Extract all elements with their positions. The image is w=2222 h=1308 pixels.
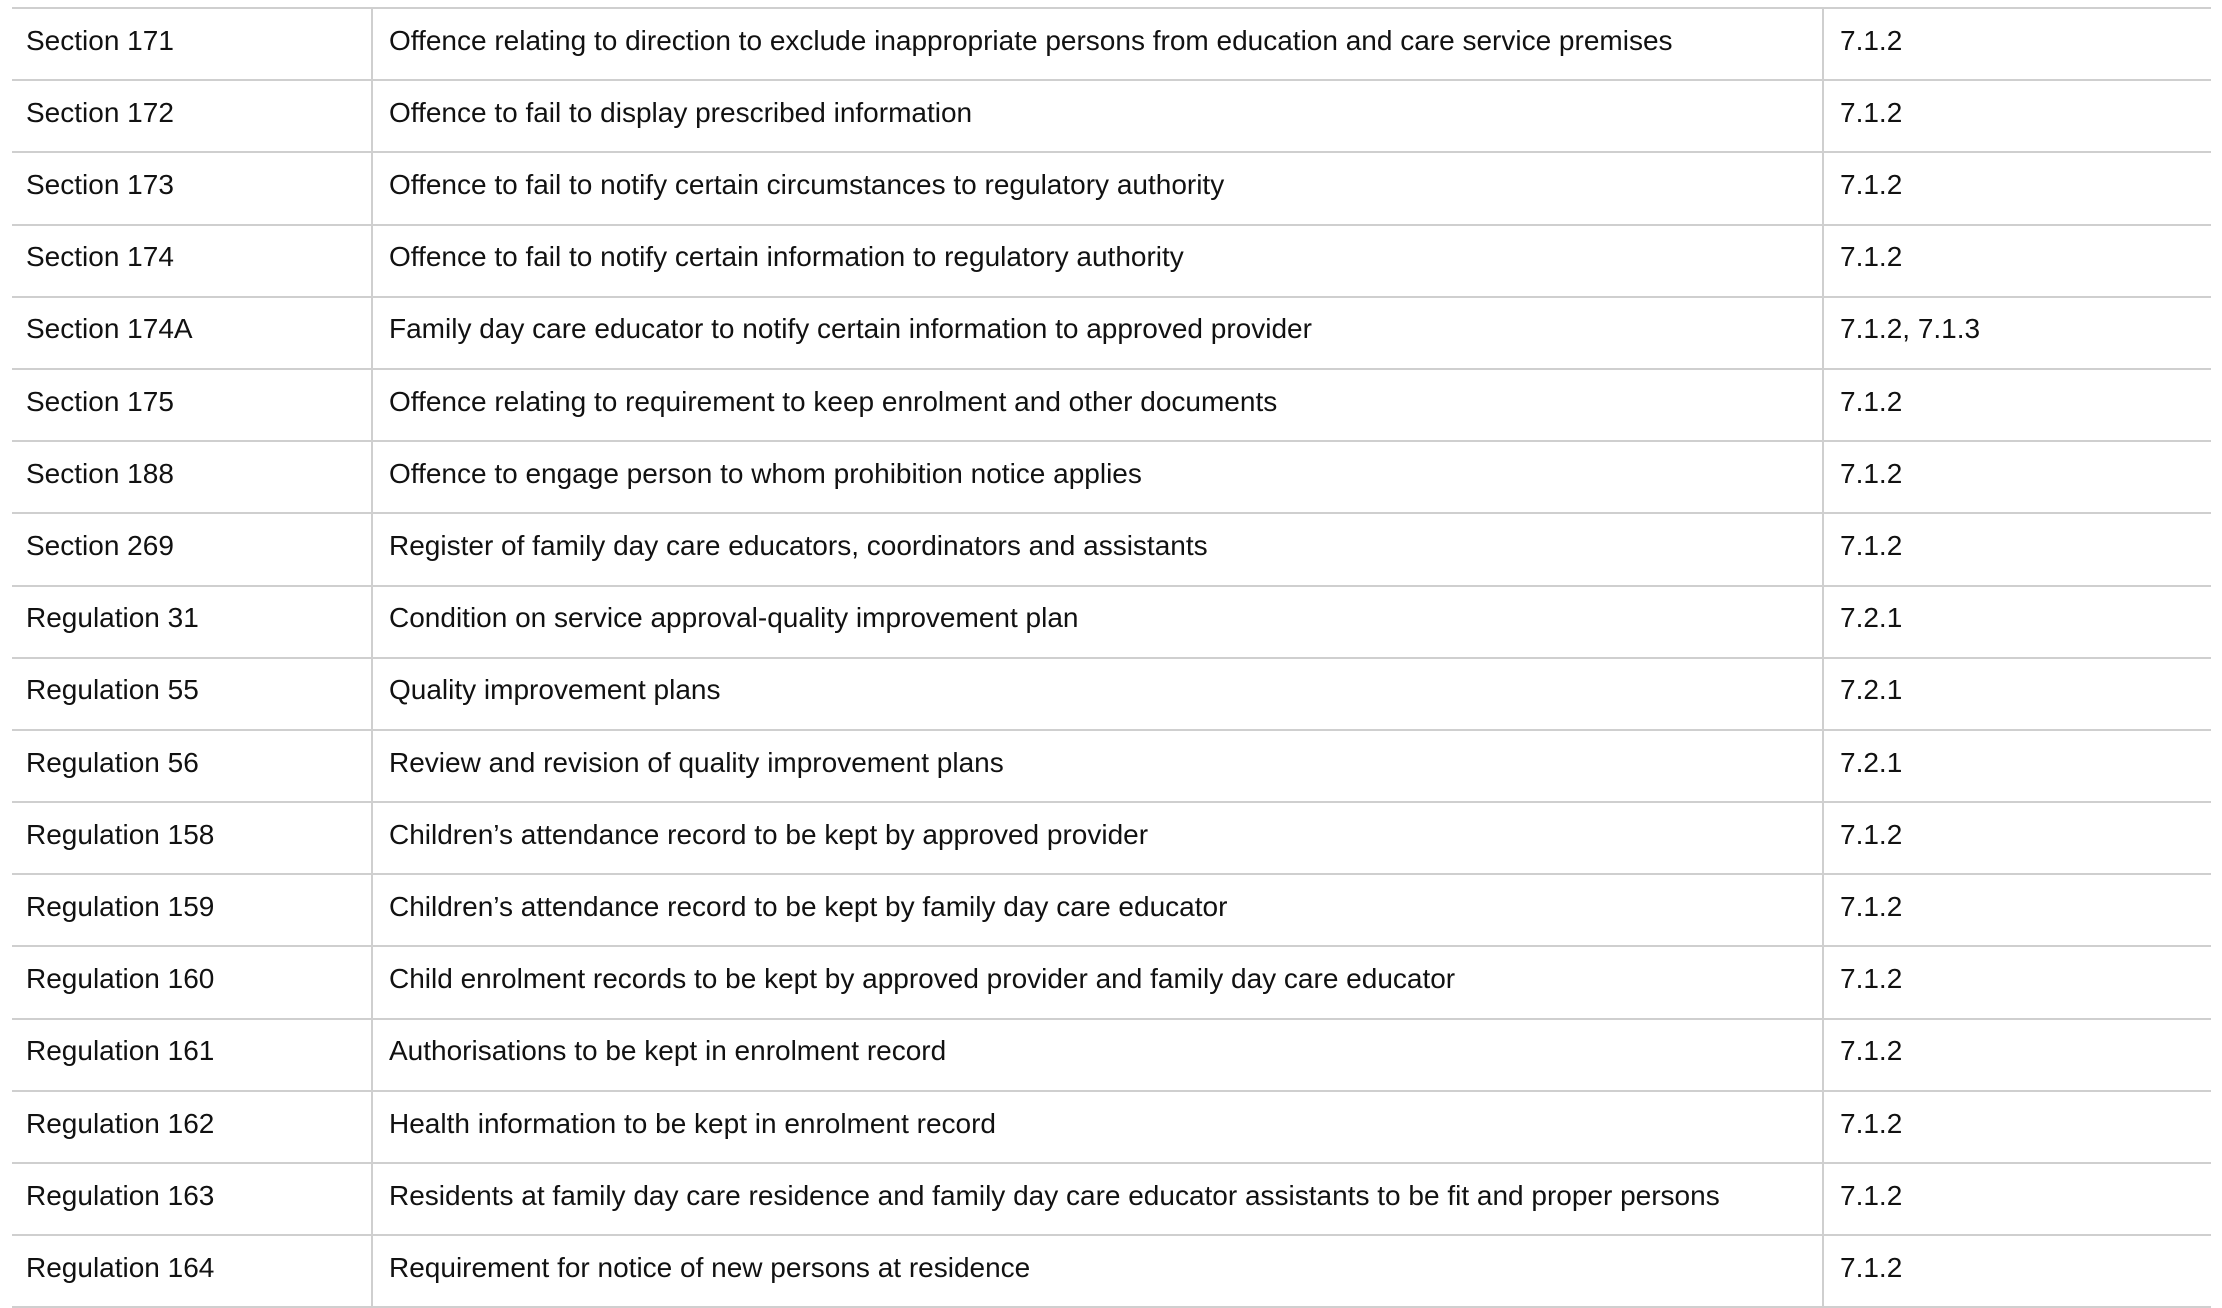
table-row (12, 80, 2211, 152)
standard-cell: 7.1.2 (1823, 1163, 2211, 1235)
reference-cell: Section 269 (12, 513, 372, 585)
reference-cell: Section 171 (12, 8, 372, 80)
table-row (12, 586, 2211, 658)
description-cell: Authorisations to be kept in enrolment record (372, 1019, 1823, 1091)
reference-cell: Regulation 56 (12, 730, 372, 802)
standard-cell: 7.1.2 (1823, 80, 2211, 152)
reference-cell: Section 174A (12, 297, 372, 369)
table-row (12, 730, 2211, 802)
description-cell: Quality improvement plans (372, 658, 1823, 730)
description-cell: Child enrolment records to be kept by approved provider and family day care educator (372, 946, 1823, 1018)
description-cell: Offence to fail to notify certain information to regulatory authority (372, 225, 1823, 297)
standard-cell: 7.2.1 (1823, 658, 2211, 730)
standard-cell: 7.1.2 (1823, 225, 2211, 297)
reference-cell: Regulation 31 (12, 586, 372, 658)
standard-cell: 7.2.1 (1823, 730, 2211, 802)
standard-cell: 7.1.2 (1823, 513, 2211, 585)
description-cell: Offence relating to direction to exclude inappropriate persons from education and care service premises (372, 8, 1823, 80)
reference-cell: Section 173 (12, 152, 372, 224)
description-cell: Requirement for notice of new persons at residence (372, 1235, 1823, 1307)
description-cell: Residents at family day care residence and family day care educator assistants to be fit and proper persons (372, 1163, 1823, 1235)
description-cell: Register of family day care educators, coordinators and assistants (372, 513, 1823, 585)
standard-cell: 7.2.1 (1823, 586, 2211, 658)
legislation-table (12, 7, 2211, 1308)
standard-cell: 7.1.2 (1823, 1019, 2211, 1091)
table-row (12, 297, 2211, 369)
table-row (12, 1235, 2211, 1307)
description-cell: Condition on service approval-quality improvement plan (372, 586, 1823, 658)
reference-cell: Section 174 (12, 225, 372, 297)
table-body (12, 8, 2211, 1307)
table-row (12, 802, 2211, 874)
standard-cell: 7.1.2 (1823, 152, 2211, 224)
standard-cell: 7.1.2 (1823, 802, 2211, 874)
reference-cell: Regulation 55 (12, 658, 372, 730)
table-row (12, 658, 2211, 730)
description-cell: Offence to engage person to whom prohibition notice applies (372, 441, 1823, 513)
description-cell: Health information to be kept in enrolment record (372, 1091, 1823, 1163)
table-row (12, 1019, 2211, 1091)
reference-cell: Section 172 (12, 80, 372, 152)
standard-cell: 7.1.2 (1823, 1235, 2211, 1307)
description-cell: Family day care educator to notify certain information to approved provider (372, 297, 1823, 369)
description-cell: Children’s attendance record to be kept by family day care educator (372, 874, 1823, 946)
description-cell: Offence relating to requirement to keep enrolment and other documents (372, 369, 1823, 441)
standard-cell: 7.1.2, 7.1.3 (1823, 297, 2211, 369)
table-row (12, 441, 2211, 513)
standard-cell: 7.1.2 (1823, 369, 2211, 441)
standard-cell: 7.1.2 (1823, 874, 2211, 946)
table-row (12, 513, 2211, 585)
reference-cell: Regulation 163 (12, 1163, 372, 1235)
legislation-table-container (12, 7, 2211, 1308)
table-row (12, 874, 2211, 946)
reference-cell: Regulation 161 (12, 1019, 372, 1091)
reference-cell: Regulation 162 (12, 1091, 372, 1163)
reference-cell: Section 188 (12, 441, 372, 513)
standard-cell: 7.1.2 (1823, 441, 2211, 513)
standard-cell: 7.1.2 (1823, 1091, 2211, 1163)
table-row (12, 8, 2211, 80)
description-cell: Review and revision of quality improvement plans (372, 730, 1823, 802)
table-row (12, 1091, 2211, 1163)
table-row (12, 152, 2211, 224)
description-cell: Offence to fail to notify certain circumstances to regulatory authority (372, 152, 1823, 224)
table-row (12, 369, 2211, 441)
reference-cell: Regulation 160 (12, 946, 372, 1018)
standard-cell: 7.1.2 (1823, 946, 2211, 1018)
table-row (12, 946, 2211, 1018)
reference-cell: Regulation 159 (12, 874, 372, 946)
description-cell: Children’s attendance record to be kept by approved provider (372, 802, 1823, 874)
table-row (12, 225, 2211, 297)
standard-cell: 7.1.2 (1823, 8, 2211, 80)
reference-cell: Regulation 164 (12, 1235, 372, 1307)
table-row (12, 1163, 2211, 1235)
reference-cell: Section 175 (12, 369, 372, 441)
description-cell: Offence to fail to display prescribed information (372, 80, 1823, 152)
reference-cell: Regulation 158 (12, 802, 372, 874)
